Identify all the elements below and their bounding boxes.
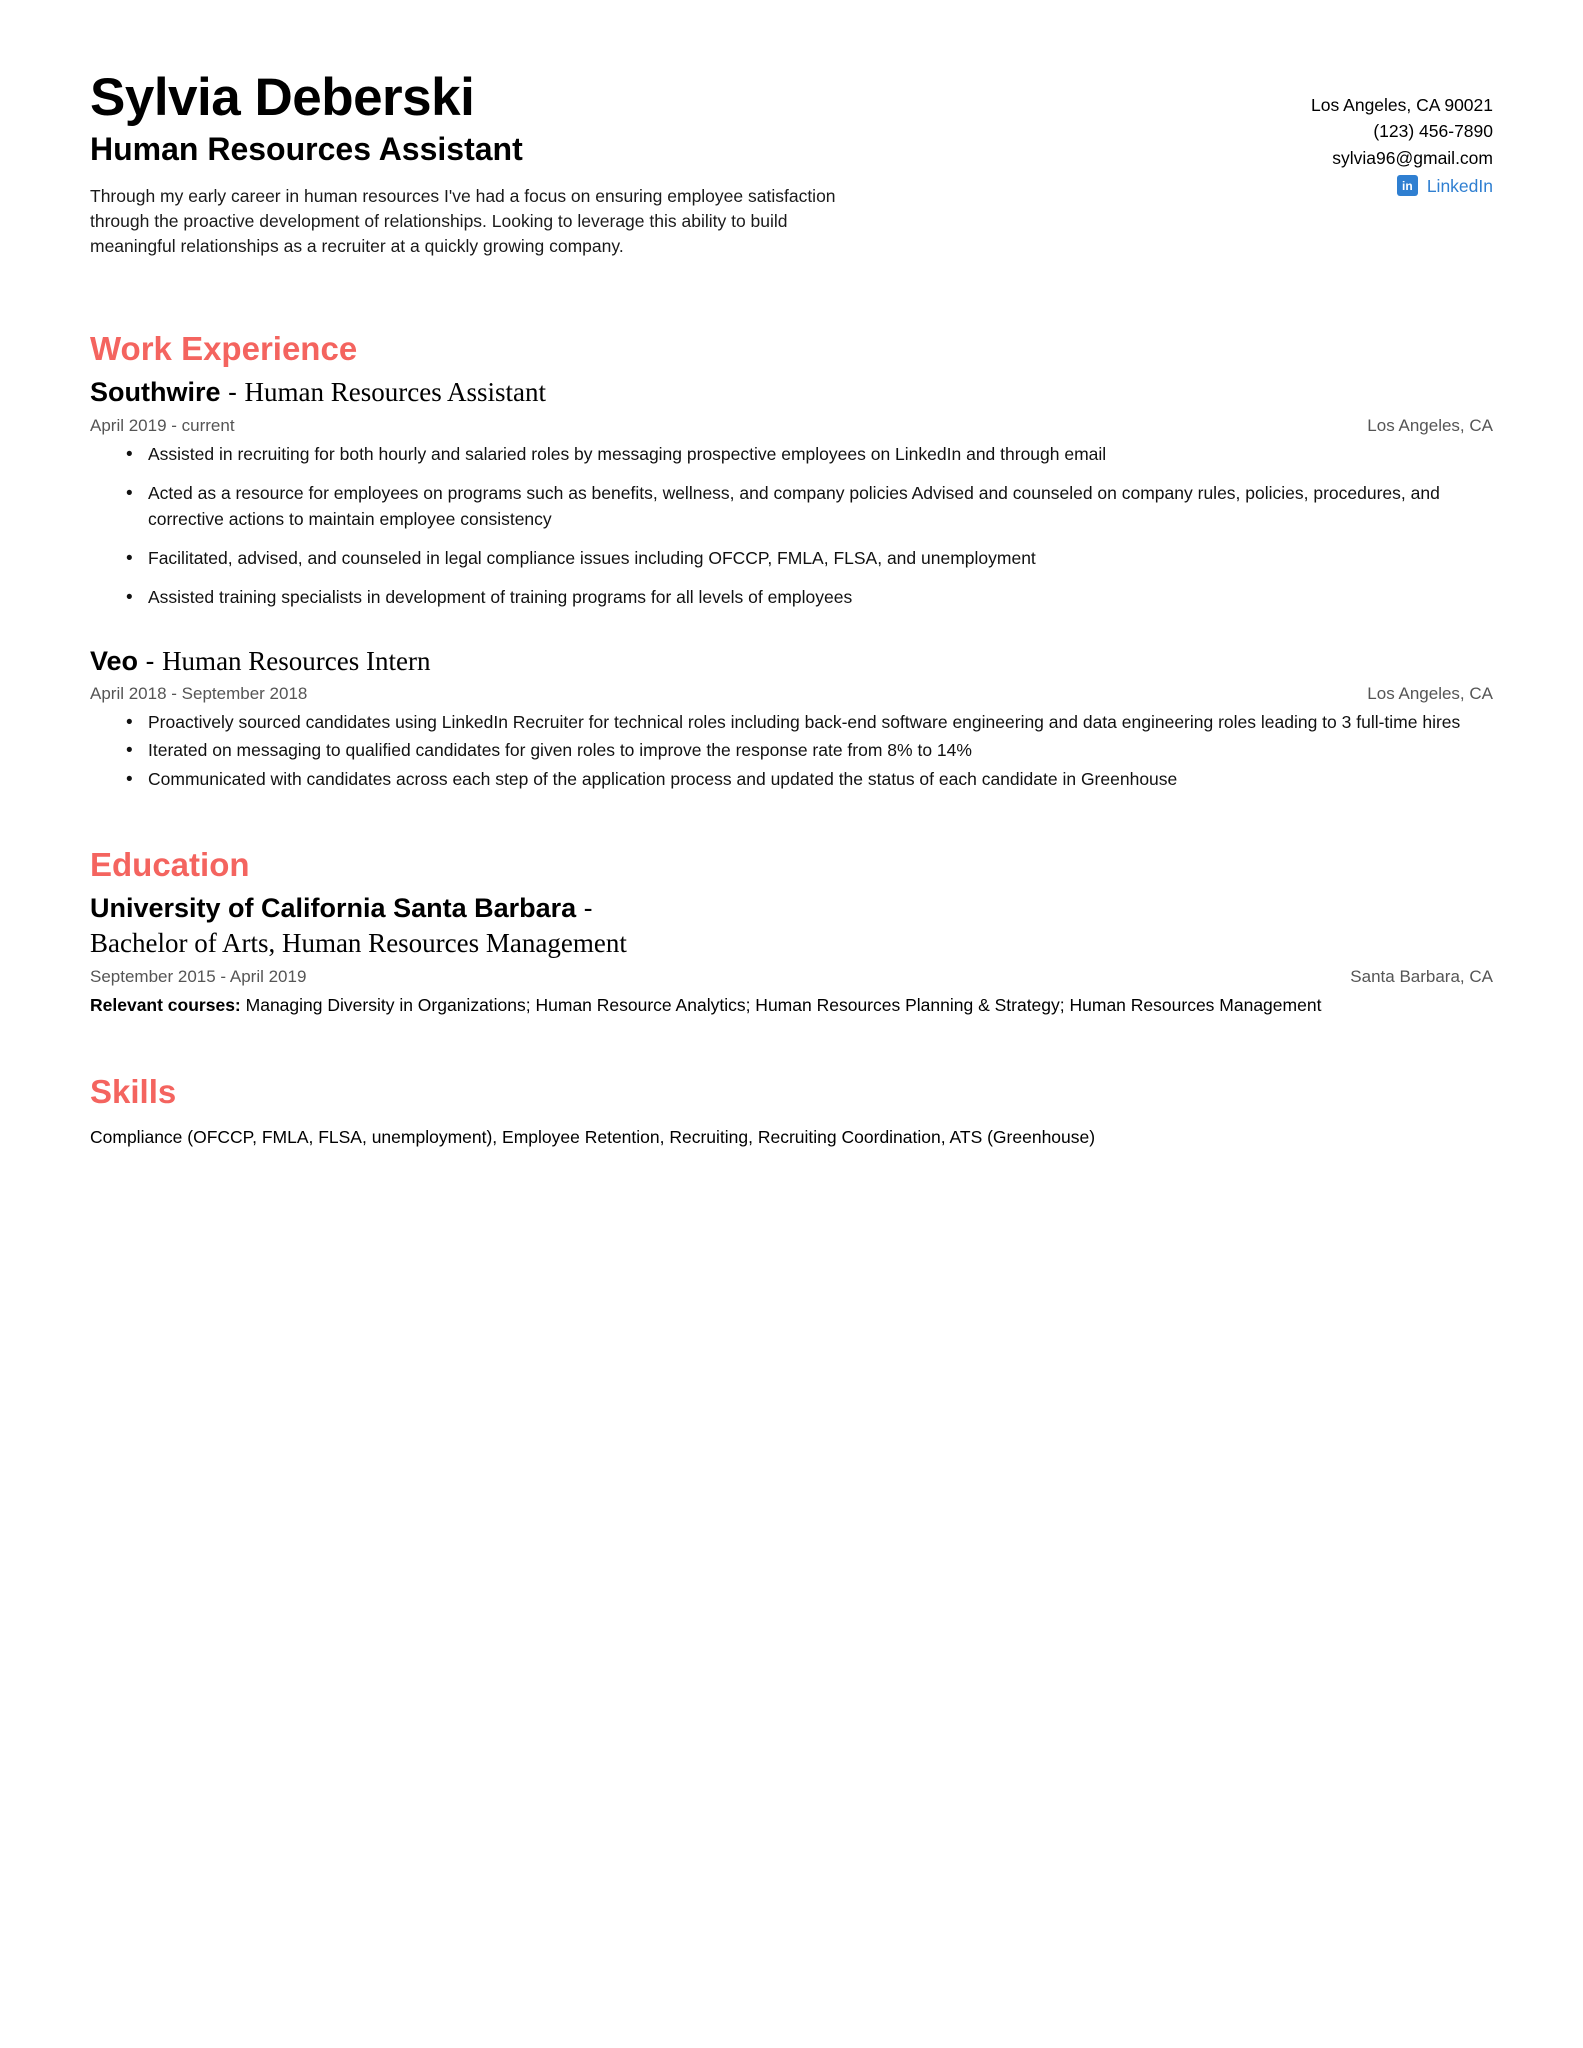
section-title-work: Work Experience xyxy=(90,330,358,368)
list-item: • Acted as a resource for employees on programs such as benefits, wellness, and company policies Advised and counseled on company rules, policies, procedures, and corrective actions to maintain employee consistency xyxy=(90,481,1493,532)
work-company: Veo xyxy=(90,645,139,676)
relevant-courses xyxy=(90,993,1420,1018)
section-skills xyxy=(90,1073,1493,1150)
list-item: • Proactively sourced candidates using LinkedIn Recruiter for technical roles including back-end software engineering and data engineering roles leading to 3 full-time hires xyxy=(90,710,1493,735)
work-separator: - xyxy=(145,645,155,676)
work-entry-heading xyxy=(90,645,1493,677)
contact-location: Los Angeles, CA 90021 xyxy=(1311,95,1493,115)
work-entry-heading xyxy=(90,376,1493,408)
education-dates: September 2015 - April 2019 xyxy=(90,967,307,987)
section-title-education: Education xyxy=(90,846,250,884)
list-item: • Assisted training specialists in development of training programs for all levels of employees xyxy=(90,585,1493,610)
work-role: Human Resources Assistant xyxy=(244,377,547,408)
linkedin-row[interactable] xyxy=(1243,173,1493,199)
work-location: Los Angeles, CA xyxy=(1367,684,1493,704)
education-school: University of California Santa Barbara xyxy=(90,893,577,924)
work-meta xyxy=(90,684,1493,704)
work-separator: - xyxy=(228,377,238,408)
list-item: • Iterated on messaging to qualified candidates for given roles to improve the response rate from 8% to 14% xyxy=(90,738,1493,763)
section-work-experience xyxy=(90,330,1493,792)
relevant-courses-label: Relevant courses: xyxy=(90,995,241,1016)
skills-list: Compliance (OFCCP, FMLA, FLSA, unemployment), Employee Retention, Recruiting, Recruiting Coordination, ATS (Greenhouse) xyxy=(90,1126,1096,1147)
linkedin-icon: in xyxy=(1397,175,1418,196)
list-item: • Communicated with candidates across each step of the application process and updated the status of each candidate in Greenhouse xyxy=(90,767,1493,792)
education-location: Santa Barbara, CA xyxy=(1350,967,1493,987)
resume-header xyxy=(90,70,1493,276)
contact-phone[interactable]: (123) 456-7890 xyxy=(1373,121,1493,142)
work-location: Los Angeles, CA xyxy=(1367,415,1493,435)
relevant-courses-text: Managing Diversity in Organizations; Human Resource Analytics; Human Resources Planning & Strategy; Human Resources Management xyxy=(245,995,1322,1016)
education-heading xyxy=(90,892,1493,924)
work-meta xyxy=(90,416,1493,436)
work-dates: April 2018 - September 2018 xyxy=(90,684,308,704)
contact-block xyxy=(1243,70,1493,199)
education-meta xyxy=(90,967,1493,987)
education-degree: Bachelor of Arts, Human Resources Management xyxy=(90,927,627,958)
list-item: • Facilitated, advised, and counseled in legal compliance issues including OFCCP, FMLA, FLSA, and unemployment xyxy=(90,546,1493,571)
work-role: Human Resources Intern xyxy=(162,645,431,676)
header-left xyxy=(90,70,860,276)
work-dates: April 2019 - current xyxy=(90,415,235,435)
job-title: Human Resources Assistant xyxy=(90,130,523,167)
list-item: • Assisted in recruiting for both hourly and salaried roles by messaging prospective employees on LinkedIn and through email xyxy=(90,442,1493,467)
work-bullets xyxy=(90,442,1493,611)
contact-email[interactable]: sylvia96@gmail.com xyxy=(1332,147,1493,168)
professional-summary: Through my early career in human resources I've had a focus on ensuring employee satisfaction through the proactive development of relationships. Looking to leverage this ability to build meaningful relationships as a recruiter at a quickly growing company. xyxy=(90,186,836,257)
work-entry xyxy=(90,645,1493,793)
section-title-skills: Skills xyxy=(90,1072,177,1110)
linkedin-link[interactable]: LinkedIn xyxy=(1426,175,1493,196)
education-separator: - xyxy=(583,893,593,924)
work-company: Southwire xyxy=(90,377,221,408)
work-entry xyxy=(90,376,1493,610)
page-title: Sylvia Deberski xyxy=(90,68,475,127)
work-bullets xyxy=(90,710,1493,792)
section-education xyxy=(90,846,1493,1019)
